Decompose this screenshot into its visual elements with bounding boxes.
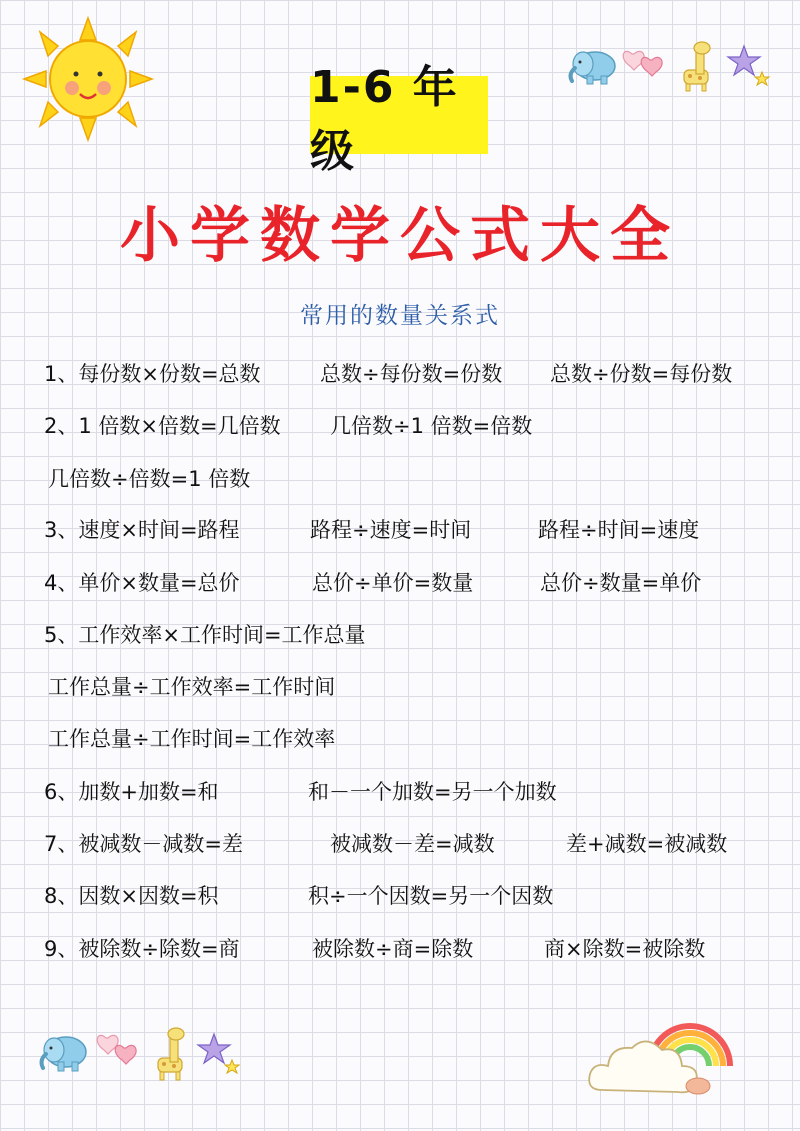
- cloud-icon: [582, 1028, 712, 1106]
- page-title: 小学数学公式大全: [120, 201, 680, 271]
- heart-icon: [94, 1028, 144, 1072]
- formula: 4、单价×数量=总价: [44, 571, 240, 595]
- formula: 积÷一个因数=另一个因数: [308, 884, 554, 908]
- heart-icon: [620, 44, 670, 84]
- grade-label: 1-6 年级: [310, 76, 488, 154]
- formula: 被除数÷商=除数: [312, 937, 474, 961]
- formula: 被减数－差=减数: [330, 832, 495, 856]
- star-icon: [196, 1030, 242, 1076]
- formula: 8、因数×因数=积: [44, 884, 219, 908]
- giraffe-icon: [150, 1026, 190, 1082]
- section-subtitle: 常用的数量关系式: [300, 303, 500, 329]
- formula: 总数÷份数=每份数: [550, 362, 733, 386]
- formula: 6、加数+加数=和: [44, 780, 219, 804]
- formula: 和－一个加数=另一个加数: [308, 780, 557, 804]
- star-icon: [726, 42, 772, 88]
- elephant-icon: [565, 46, 620, 86]
- formula: 商×除数=被除数: [544, 937, 706, 961]
- formula: 总数÷每份数=份数: [320, 362, 503, 386]
- formula: 2、1 倍数×倍数=几倍数: [44, 414, 281, 438]
- formula: 差+减数=被减数: [566, 832, 728, 856]
- giraffe-icon: [676, 40, 716, 92]
- formula: 工作总量÷工作时间=工作效率: [48, 727, 336, 751]
- formula: 9、被除数÷除数=商: [44, 937, 240, 961]
- formula: 3、速度×时间=路程: [44, 518, 240, 542]
- formula: 7、被减数－减数=差: [44, 832, 243, 856]
- formula: 5、工作效率×工作时间=工作总量: [44, 623, 366, 647]
- sun-icon: [18, 14, 158, 144]
- elephant-icon: [36, 1030, 91, 1074]
- formula: 几倍数÷倍数=1 倍数: [48, 467, 251, 491]
- formula: 工作总量÷工作效率=工作时间: [48, 675, 336, 699]
- formula: 几倍数÷1 倍数=倍数: [330, 414, 533, 438]
- formula: 总价÷单价=数量: [312, 571, 474, 595]
- formula: 1、每份数×份数=总数: [44, 362, 261, 386]
- formula: 路程÷时间=速度: [538, 518, 700, 542]
- formula: 总价÷数量=单价: [540, 571, 702, 595]
- formula: 路程÷速度=时间: [310, 518, 472, 542]
